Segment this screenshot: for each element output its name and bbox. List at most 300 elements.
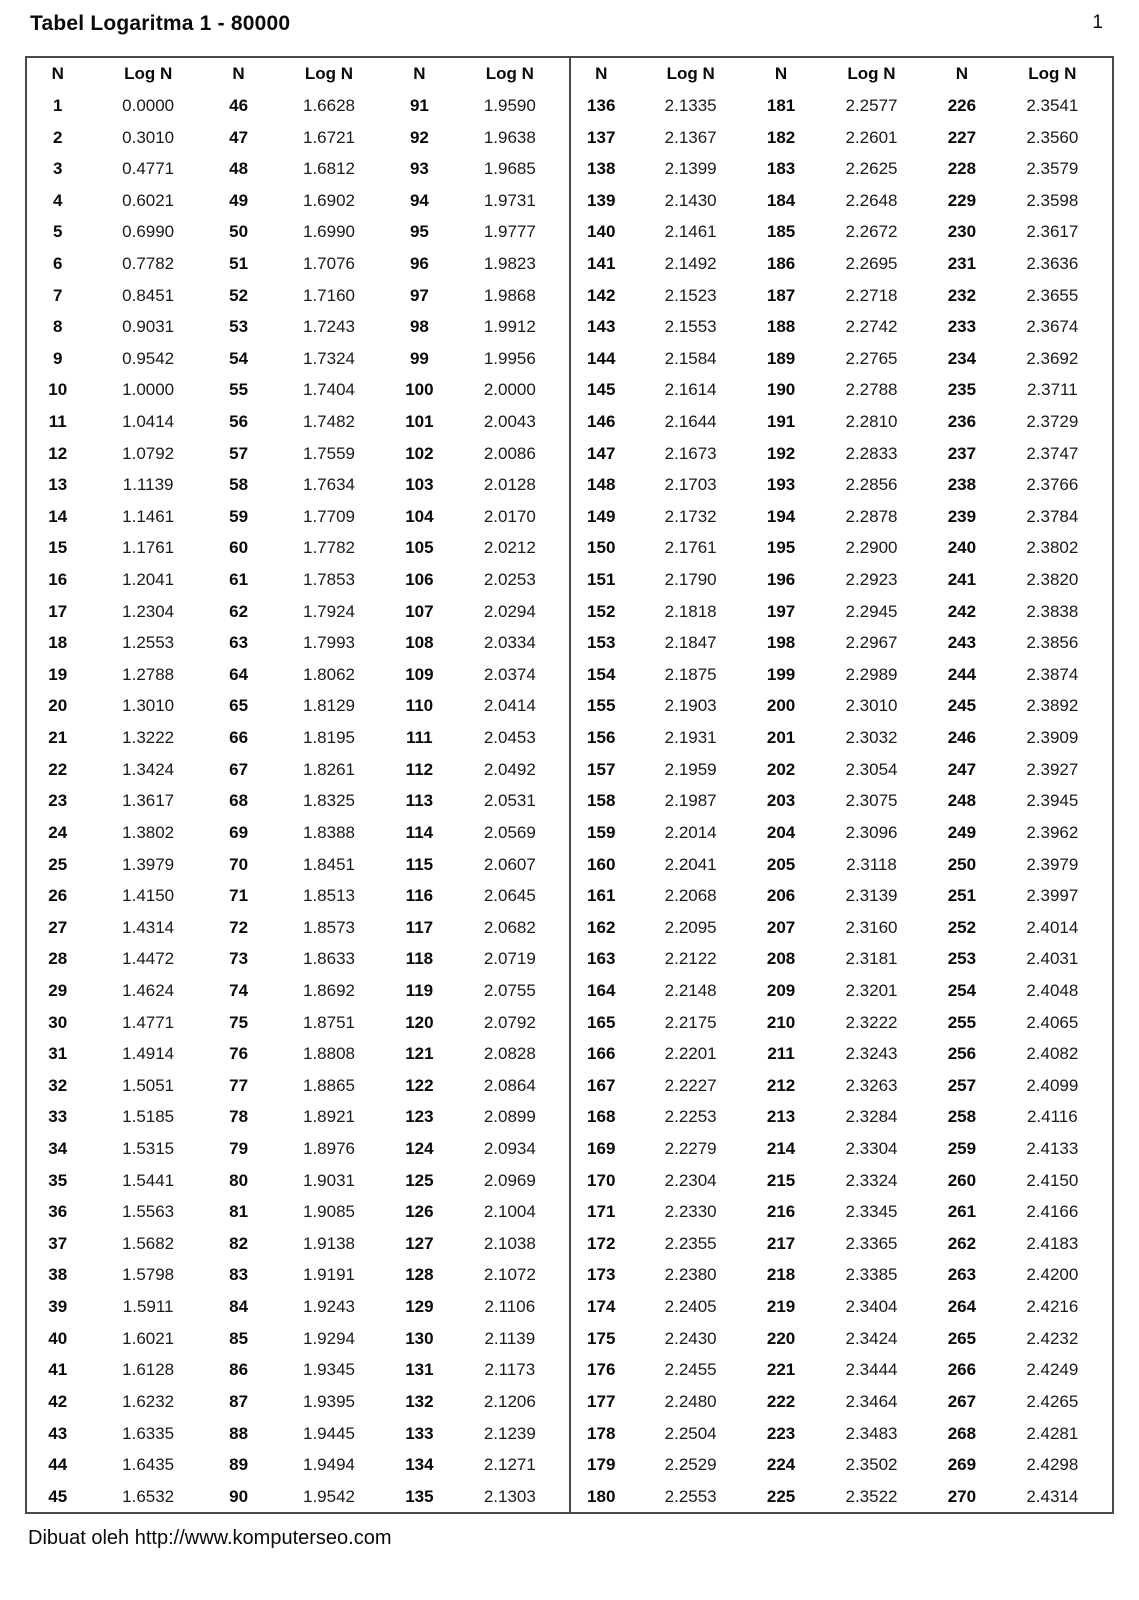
- log-n-value: 1.6435: [122, 1455, 175, 1475]
- log-n-value: 2.0086: [483, 443, 536, 463]
- n-value: 234: [947, 348, 977, 368]
- n-value: 44: [48, 1455, 68, 1475]
- log-n-value: 2.4166: [1026, 1202, 1079, 1222]
- n-value: 128: [405, 1265, 434, 1285]
- n-value: 134: [405, 1455, 434, 1475]
- log-n-value: 1.7993: [302, 633, 355, 653]
- n-value: 185: [766, 222, 796, 242]
- n-value: 227: [947, 127, 977, 147]
- log-n-value: 2.3464: [845, 1391, 898, 1411]
- n-value: 269: [947, 1455, 977, 1475]
- log-n-value: 2.4314: [1026, 1486, 1079, 1506]
- n-value: 17: [48, 601, 68, 621]
- log-n-value: 1.9868: [483, 285, 536, 305]
- log-n-value: 2.0531: [483, 791, 536, 811]
- n-value: 148: [569, 469, 630, 501]
- n-value: 144: [569, 342, 630, 374]
- table-row: [27, 975, 1112, 1007]
- log-n-value: 2.2504: [664, 1423, 717, 1443]
- log-n-value: 2.2742: [845, 317, 898, 337]
- log-n-value: 2.2601: [845, 127, 898, 147]
- log-n-value: 1.9085: [302, 1202, 355, 1222]
- log-n-value: 2.1875: [664, 664, 717, 684]
- n-value: 106: [405, 570, 434, 590]
- n-value: 115: [405, 854, 434, 874]
- log-n-value: 2.3598: [1026, 190, 1079, 210]
- n-value: 179: [569, 1449, 630, 1481]
- n-value: 152: [569, 595, 630, 627]
- n-value: 62: [229, 601, 249, 621]
- n-value: 170: [569, 1164, 630, 1196]
- column-header-log-n: Log N: [124, 64, 173, 84]
- n-value: 248: [947, 791, 977, 811]
- log-n-value: 2.4116: [1026, 1107, 1078, 1127]
- n-value: 193: [766, 475, 796, 495]
- n-value: 113: [405, 791, 434, 811]
- log-n-value: 2.1931: [664, 728, 717, 748]
- n-value: 181: [766, 95, 796, 115]
- log-n-value: 1.1139: [122, 475, 174, 495]
- n-value: 107: [405, 601, 434, 621]
- n-value: 194: [766, 506, 796, 526]
- n-value: 20: [48, 696, 68, 716]
- log-n-value: 2.0645: [483, 886, 536, 906]
- table-row: [27, 564, 1112, 596]
- n-value: 22: [48, 759, 68, 779]
- n-value: 53: [229, 317, 249, 337]
- log-n-value: 1.4472: [122, 949, 175, 969]
- log-n-value: 1.2041: [122, 570, 175, 590]
- log-n-value: 2.2577: [845, 95, 898, 115]
- log-n-value: 2.4183: [1026, 1233, 1079, 1253]
- n-value: 1: [53, 95, 63, 115]
- log-n-value: 2.3385: [845, 1265, 898, 1285]
- n-value: 175: [569, 1322, 630, 1354]
- log-n-value: 2.3522: [845, 1486, 898, 1506]
- log-n-value: 2.1523: [664, 285, 717, 305]
- n-value: 222: [766, 1391, 796, 1411]
- n-value: 73: [229, 949, 249, 969]
- log-n-value: 1.6721: [302, 127, 355, 147]
- table-row: [27, 1291, 1112, 1323]
- table-row: [27, 848, 1112, 880]
- log-n-value: 0.7782: [122, 253, 175, 273]
- log-n-value: 2.1430: [664, 190, 717, 210]
- n-value: 74: [229, 980, 249, 1000]
- n-value: 70: [229, 854, 249, 874]
- n-value: 213: [766, 1107, 796, 1127]
- log-n-value: 2.3032: [845, 728, 898, 748]
- n-value: 162: [569, 911, 630, 943]
- n-value: 208: [766, 949, 796, 969]
- n-value: 132: [405, 1391, 434, 1411]
- n-value: 138: [569, 153, 630, 185]
- n-value: 166: [569, 1038, 630, 1070]
- n-value: 190: [766, 380, 796, 400]
- log-n-value: 2.4065: [1026, 1012, 1079, 1032]
- n-value: 95: [409, 222, 429, 242]
- log-n-value: 1.7559: [302, 443, 355, 463]
- n-value: 229: [947, 190, 977, 210]
- log-n-value: 2.2227: [664, 1075, 717, 1095]
- log-n-value: 2.3560: [1026, 127, 1079, 147]
- log-n-value: 1.3222: [122, 728, 175, 748]
- log-n-value: 2.2148: [664, 980, 717, 1000]
- n-value: 177: [569, 1386, 630, 1418]
- log-n-value: 2.3181: [845, 949, 898, 969]
- n-value: 124: [405, 1139, 434, 1159]
- log-n-value: 2.3636: [1026, 253, 1079, 273]
- log-n-value: 1.5682: [122, 1233, 175, 1253]
- n-value: 2: [53, 127, 63, 147]
- log-n-value: 2.0294: [483, 601, 536, 621]
- n-value: 171: [569, 1196, 630, 1228]
- n-value: 40: [48, 1328, 68, 1348]
- n-value: 165: [569, 1006, 630, 1038]
- log-n-value: 2.4298: [1026, 1455, 1079, 1475]
- table-row: [27, 1196, 1112, 1228]
- table-row: [27, 121, 1112, 153]
- column-header-log-n: Log N: [485, 64, 534, 84]
- log-n-value: 2.1761: [664, 538, 717, 558]
- log-n-value: 0.9542: [122, 348, 175, 368]
- n-value: 50: [229, 222, 249, 242]
- log-n-value: 1.8808: [302, 1044, 355, 1064]
- n-value: 196: [766, 570, 796, 590]
- column-header-log-n: Log N: [304, 64, 354, 84]
- log-n-value: 2.0864: [483, 1075, 536, 1095]
- table-row: [27, 532, 1112, 564]
- n-value: 217: [766, 1233, 796, 1253]
- log-n-value: 2.0414: [483, 696, 536, 716]
- log-n-value: 2.2833: [845, 443, 898, 463]
- log-n-value: 2.0212: [483, 538, 536, 558]
- log-n-value: 2.3222: [845, 1012, 898, 1032]
- n-value: 14: [48, 506, 68, 526]
- n-value: 85: [229, 1328, 249, 1348]
- table-row: [27, 1164, 1112, 1196]
- n-value: 161: [569, 880, 630, 912]
- n-value: 205: [766, 854, 796, 874]
- log-n-value: 2.1072: [483, 1265, 536, 1285]
- log-n-value: 1.7782: [302, 538, 355, 558]
- n-value: 42: [48, 1391, 68, 1411]
- log-n-value: 0.6990: [122, 222, 175, 242]
- log-n-value: 1.4914: [122, 1044, 175, 1064]
- n-value: 256: [947, 1044, 977, 1064]
- footer-credit: Dibuat oleh http://www.komputerseo.com: [28, 1527, 392, 1549]
- log-n-value: 1.9956: [483, 348, 536, 368]
- table-row: [27, 595, 1112, 627]
- n-value: 155: [569, 690, 630, 722]
- n-value: 197: [766, 601, 796, 621]
- log-n-value: 0.8451: [122, 285, 175, 305]
- log-n-value: 2.3075: [845, 791, 898, 811]
- log-n-value: 1.9191: [302, 1265, 355, 1285]
- log-n-value: 1.5315: [122, 1139, 175, 1159]
- log-n-value: 2.1271: [483, 1455, 536, 1475]
- log-n-value: 1.9912: [483, 317, 536, 337]
- log-n-value: 1.8573: [302, 917, 355, 937]
- log-n-value: 2.2304: [664, 1170, 717, 1190]
- n-value: 200: [766, 696, 796, 716]
- log-n-value: 2.3729: [1026, 412, 1079, 431]
- log-n-value: 0.6021: [122, 190, 175, 210]
- n-value: 146: [569, 406, 630, 438]
- n-value: 88: [229, 1423, 249, 1443]
- n-value: 55: [229, 380, 249, 400]
- n-value: 32: [48, 1075, 68, 1095]
- n-value: 3: [53, 159, 63, 179]
- log-n-value: 2.0792: [483, 1012, 536, 1032]
- log-n-value: 2.1553: [664, 317, 717, 337]
- log-n-value: 2.4099: [1026, 1075, 1079, 1095]
- n-value: 111: [406, 728, 433, 748]
- n-value: 130: [405, 1328, 434, 1348]
- n-value: 239: [947, 506, 977, 526]
- n-value: 163: [569, 943, 630, 975]
- n-value: 210: [766, 1012, 796, 1032]
- n-value: 103: [405, 475, 434, 495]
- n-value: 39: [48, 1297, 68, 1317]
- n-value: 259: [947, 1139, 977, 1159]
- n-value: 174: [569, 1291, 630, 1323]
- n-value: 35: [48, 1170, 68, 1190]
- log-n-value: 2.2014: [664, 822, 717, 842]
- n-value: 176: [569, 1354, 630, 1386]
- table-row: [27, 880, 1112, 912]
- table-row: [27, 627, 1112, 659]
- n-value: 76: [229, 1044, 249, 1064]
- n-value: 117: [405, 917, 434, 937]
- n-value: 198: [766, 633, 796, 653]
- n-value: 263: [947, 1265, 977, 1285]
- n-value: 147: [569, 437, 630, 469]
- log-n-value: 2.1038: [483, 1233, 536, 1253]
- n-value: 154: [569, 659, 630, 691]
- n-value: 28: [48, 949, 68, 969]
- log-n-value: 0.3010: [122, 127, 175, 147]
- log-n-value: 2.3874: [1026, 664, 1079, 684]
- log-n-value: 2.1790: [664, 570, 717, 590]
- n-value: 4: [53, 190, 63, 210]
- log-n-value: 2.4281: [1026, 1423, 1079, 1443]
- log-n-value: 2.3483: [845, 1423, 898, 1443]
- column-header-n: N: [955, 64, 969, 84]
- n-value: 215: [766, 1170, 796, 1190]
- log-n-value: 2.3324: [845, 1170, 898, 1190]
- log-n-value: 1.9445: [302, 1423, 355, 1443]
- n-value: 160: [569, 848, 630, 880]
- log-n-value: 1.6812: [302, 159, 355, 179]
- n-value: 12: [48, 443, 68, 463]
- log-n-value: 2.1492: [664, 253, 717, 273]
- log-n-value: 2.1139: [484, 1328, 536, 1348]
- n-value: 105: [405, 538, 434, 558]
- log-n-value: 1.7076: [302, 253, 355, 273]
- n-value: 233: [947, 317, 977, 337]
- n-value: 24: [48, 822, 68, 842]
- log-n-value: 1.8633: [302, 949, 355, 969]
- n-value: 156: [569, 722, 630, 754]
- n-value: 253: [947, 949, 977, 969]
- log-n-value: 2.3579: [1026, 159, 1079, 179]
- log-n-value: 1.3010: [122, 696, 175, 716]
- log-n-value: 2.2625: [845, 159, 898, 179]
- n-value: 47: [229, 127, 249, 147]
- log-n-value: 1.4314: [122, 917, 175, 937]
- n-value: 101: [405, 412, 434, 431]
- log-n-value: 1.9243: [302, 1297, 355, 1317]
- n-value: 216: [766, 1202, 796, 1222]
- n-value: 225: [766, 1486, 796, 1506]
- n-value: 77: [229, 1075, 249, 1095]
- n-value: 123: [405, 1107, 434, 1127]
- log-n-value: 2.3692: [1026, 348, 1079, 368]
- n-value: 267: [947, 1391, 977, 1411]
- n-value: 235: [947, 380, 977, 400]
- log-n-value: 1.2304: [122, 601, 175, 621]
- n-value: 81: [229, 1202, 249, 1222]
- log-n-value: 1.3617: [122, 791, 175, 811]
- table-row: [27, 216, 1112, 248]
- log-n-value: 2.3617: [1026, 222, 1079, 242]
- log-n-value: 1.7853: [302, 570, 355, 590]
- log-n-value: 2.2480: [664, 1391, 717, 1411]
- log-n-value: 2.1106: [484, 1297, 536, 1317]
- n-value: 192: [766, 443, 796, 463]
- log-n-value: 2.2455: [664, 1360, 717, 1380]
- log-n-value: 2.0569: [483, 822, 536, 842]
- n-value: 237: [947, 443, 977, 463]
- n-value: 228: [947, 159, 977, 179]
- n-value: 183: [766, 159, 796, 179]
- log-n-value: 2.4031: [1026, 949, 1079, 969]
- log-n-value: 2.1461: [664, 222, 717, 242]
- log-n-value: 1.7634: [302, 475, 355, 495]
- log-n-value: 2.3010: [845, 696, 898, 716]
- log-n-value: 1.8388: [302, 822, 355, 842]
- log-n-value: 1.9294: [302, 1328, 355, 1348]
- log-n-value: 1.3802: [122, 822, 175, 842]
- n-value: 178: [569, 1417, 630, 1449]
- log-n-value: 2.1818: [664, 601, 717, 621]
- log-n-value: 2.3997: [1026, 886, 1079, 906]
- n-value: 203: [766, 791, 796, 811]
- table-row: [27, 1354, 1112, 1386]
- log-n-value: 1.9345: [302, 1360, 355, 1380]
- n-value: 49: [229, 190, 249, 210]
- n-value: 25: [48, 854, 68, 874]
- n-value: 58: [229, 475, 249, 495]
- n-value: 16: [48, 570, 68, 590]
- n-value: 109: [405, 664, 434, 684]
- n-value: 141: [569, 248, 630, 280]
- log-n-value: 1.6021: [122, 1328, 175, 1348]
- table-row: [27, 1417, 1112, 1449]
- n-value: 86: [229, 1360, 249, 1380]
- log-n-value: 2.1239: [483, 1423, 536, 1443]
- log-n-value: 1.9494: [302, 1455, 355, 1475]
- log-n-value: 2.3979: [1026, 854, 1079, 874]
- n-value: 100: [405, 380, 434, 400]
- n-value: 60: [229, 538, 249, 558]
- n-value: 252: [947, 917, 977, 937]
- n-value: 79: [229, 1139, 249, 1159]
- n-value: 258: [947, 1107, 977, 1127]
- log-n-value: 2.3674: [1026, 317, 1079, 337]
- n-value: 212: [766, 1075, 796, 1095]
- n-value: 94: [409, 190, 429, 210]
- n-value: 251: [947, 886, 977, 906]
- n-value: 36: [48, 1202, 68, 1222]
- n-value: 224: [766, 1455, 796, 1475]
- n-value: 116: [405, 886, 434, 906]
- log-n-value: 2.0828: [483, 1044, 536, 1064]
- table-row: [27, 1038, 1112, 1070]
- column-header-n: N: [569, 58, 630, 90]
- table-row: [27, 1386, 1112, 1418]
- log-n-value: 1.9777: [483, 222, 536, 242]
- log-n-value: 2.2923: [845, 570, 898, 590]
- n-value: 114: [405, 822, 434, 842]
- log-n-value: 1.6902: [302, 190, 355, 210]
- log-n-value: 2.3424: [845, 1328, 898, 1348]
- log-n-value: 2.2405: [664, 1297, 717, 1317]
- page-header: [0, 0, 1139, 54]
- n-value: 84: [229, 1297, 249, 1317]
- n-value: 122: [405, 1075, 434, 1095]
- log-n-value: 1.9638: [483, 127, 536, 147]
- n-value: 6: [53, 253, 63, 273]
- n-value: 118: [405, 949, 434, 969]
- log-n-value: 1.8451: [302, 854, 355, 874]
- n-value: 257: [947, 1075, 977, 1095]
- log-n-value: 2.3909: [1026, 728, 1079, 748]
- log-n-value: 2.0043: [483, 412, 536, 431]
- n-value: 119: [405, 980, 434, 1000]
- n-value: 13: [48, 475, 68, 495]
- log-n-value: 2.0755: [483, 980, 536, 1000]
- n-value: 246: [947, 728, 977, 748]
- log-n-value: 2.3747: [1026, 443, 1079, 463]
- log-n-value: 2.3892: [1026, 696, 1079, 716]
- log-n-value: 1.8976: [302, 1139, 355, 1159]
- log-n-value: 2.2330: [664, 1202, 717, 1222]
- table-row: [27, 501, 1112, 533]
- log-n-value: 2.3404: [845, 1297, 898, 1317]
- n-value: 120: [405, 1012, 434, 1032]
- n-value: 219: [766, 1297, 796, 1317]
- n-value: 92: [409, 127, 429, 147]
- log-n-value: 1.5185: [122, 1107, 175, 1127]
- n-value: 27: [48, 917, 68, 937]
- table-row: [27, 753, 1112, 785]
- log-n-value: 2.1673: [664, 443, 717, 463]
- log-n-value: 2.0899: [483, 1107, 536, 1127]
- log-n-value: 2.1703: [664, 475, 717, 495]
- log-n-value: 1.8865: [302, 1075, 355, 1095]
- n-value: 89: [229, 1455, 249, 1475]
- log-n-value: 1.2553: [122, 633, 175, 653]
- column-header-n: N: [774, 64, 788, 84]
- log-n-value: 1.9685: [483, 159, 536, 179]
- log-n-value: 2.3927: [1026, 759, 1079, 779]
- n-value: 108: [405, 633, 434, 653]
- n-value: 23: [48, 791, 68, 811]
- n-value: 139: [569, 184, 630, 216]
- log-n-value: 2.1584: [664, 348, 717, 368]
